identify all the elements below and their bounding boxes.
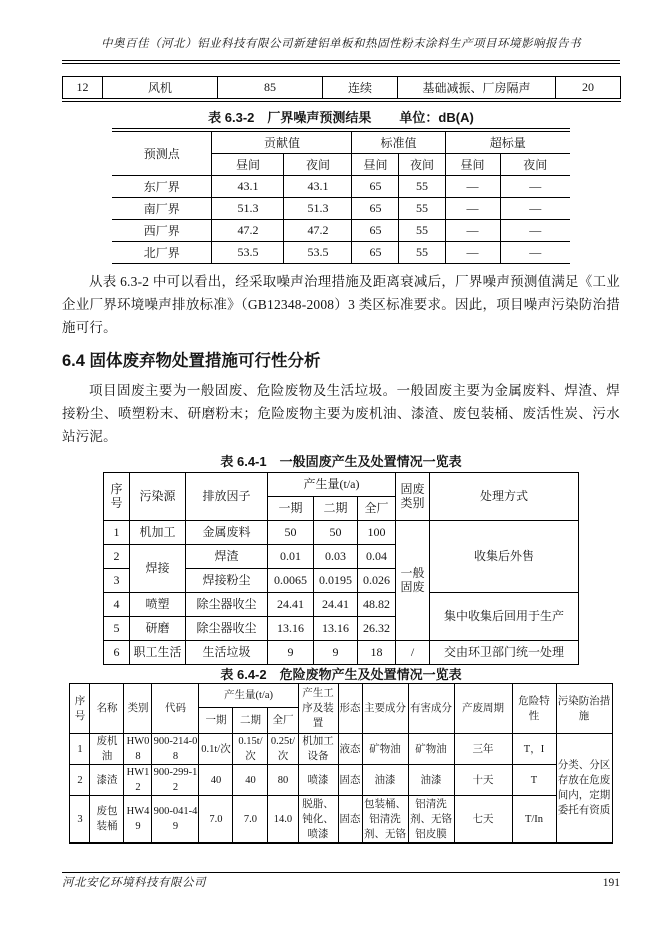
footer-company-name: 河北安亿环境科技有限公司 xyxy=(62,877,206,889)
table-cell: 40 xyxy=(233,765,268,796)
table-cell: 油漆 xyxy=(408,765,454,796)
hazardous-waste-table xyxy=(69,683,612,844)
table-cell: 43.1 xyxy=(212,176,284,198)
table-cell: 生活垃圾 xyxy=(185,641,267,665)
table-cell: 80 xyxy=(268,765,298,796)
table-row xyxy=(112,242,570,264)
table-row xyxy=(70,796,612,844)
table-cell: — xyxy=(445,220,500,242)
table-cell: 0.03 xyxy=(313,545,357,569)
table-row xyxy=(112,176,570,198)
table-cell: 2 xyxy=(103,545,129,569)
table-cell: 南厂界 xyxy=(112,198,212,220)
header-cell: 污染源 xyxy=(129,473,185,521)
noise-source-table-fragment xyxy=(62,76,621,102)
table-cell: 9 xyxy=(267,641,313,665)
table-cell: 除尘器收尘 xyxy=(185,593,267,617)
header-cell: 产生量(t/a) xyxy=(199,684,298,708)
table-cell: 50 xyxy=(313,521,357,545)
table-cell: 20 xyxy=(556,77,621,101)
table-cell: 5 xyxy=(103,617,129,641)
header-cell: 危险特性 xyxy=(512,684,556,734)
table-cell: 包装桶、铝清洗剂、无铬 xyxy=(362,796,408,844)
table-cell: 2 xyxy=(70,765,90,796)
table-cell-merged-category: 一般固废 xyxy=(396,521,430,641)
table-cell: 1 xyxy=(103,521,129,545)
table-cell: T/In xyxy=(512,796,556,844)
header-cell: 处理方式 xyxy=(430,473,579,521)
header-cell: 夜间 xyxy=(284,154,352,176)
header-cell: 代码 xyxy=(152,684,199,734)
table-cell-merged-measures: 分类、分区存放在危废间内，定期委托有资质 xyxy=(556,734,612,844)
table-header-row xyxy=(70,684,612,708)
table-cell: HW12 xyxy=(124,765,152,796)
header-cell: 产生工序及装置 xyxy=(298,684,338,734)
table-cell: 机加工 xyxy=(129,521,185,545)
table-cell: 51.3 xyxy=(212,198,284,220)
table-cell: 矿物油 xyxy=(408,734,454,765)
table-cell: — xyxy=(500,242,570,264)
table-cell: 26.32 xyxy=(357,617,395,641)
table-cell: 铝清洗剂、无铬铝皮膜 xyxy=(408,796,454,844)
table-cell: 固态 xyxy=(338,796,362,844)
table-cell: 基础减振、厂房隔声 xyxy=(398,77,556,101)
table-cell: 14.0 xyxy=(268,796,298,844)
header-cell: 一期 xyxy=(199,708,233,734)
table-cell: 7.0 xyxy=(233,796,268,844)
header-cell: 标准值 xyxy=(352,130,445,154)
table-cell: 焊渣 xyxy=(185,545,267,569)
table-cell: 13.16 xyxy=(313,617,357,641)
table-cell: 废机油 xyxy=(90,734,124,765)
table-cell: 油漆 xyxy=(362,765,408,796)
table-cell-merged-disposal: 收集后外售 xyxy=(430,521,579,593)
page-content xyxy=(62,0,620,844)
header-cell: 超标量 xyxy=(445,130,570,154)
table-cell: 连续 xyxy=(323,77,398,101)
table-header-row xyxy=(103,473,578,497)
table-cell: 研磨 xyxy=(129,617,185,641)
page-number: 191 xyxy=(602,877,620,889)
table-cell: 液态 xyxy=(338,734,362,765)
table-cell: 900-041-49 xyxy=(152,796,199,844)
table-cell: 焊接粉尘 xyxy=(185,569,267,593)
table-cell: 漆渣 xyxy=(90,765,124,796)
table-row xyxy=(103,593,578,617)
table-row xyxy=(63,77,621,101)
solid-waste-intro-paragraph: 项目固废主要为一般固废、危险废物及生活垃圾。一般固废主要为金属废料、焊渣、焊接粉尘、喷塑粉末、研磨粉末；危险废物主要为废机油、漆渣、废包装桶、废活性炭、污水站污泥。 xyxy=(62,383,620,444)
table-row xyxy=(70,734,612,765)
header-cell: 排放因子 xyxy=(185,473,267,521)
table-cell: 55 xyxy=(399,220,445,242)
header-cell: 全厂 xyxy=(268,708,298,734)
table-cell: 6 xyxy=(103,641,129,665)
table-cell: — xyxy=(500,220,570,242)
table-cell: 50 xyxy=(267,521,313,545)
table-cell: 65 xyxy=(352,198,399,220)
header-cell: 序号 xyxy=(103,473,129,521)
table-cell: 0.0065 xyxy=(267,569,313,593)
table-cell: 0.026 xyxy=(357,569,395,593)
table-cell: 北厂界 xyxy=(112,242,212,264)
header-cell: 二期 xyxy=(233,708,268,734)
header-cell: 污染防治措施 xyxy=(556,684,612,734)
table-row xyxy=(70,765,612,796)
table-cell: 三年 xyxy=(454,734,512,765)
header-cell: 贡献值 xyxy=(212,130,352,154)
header-cell: 名称 xyxy=(90,684,124,734)
table-cell: 18 xyxy=(357,641,395,665)
table-cell: 喷塑 xyxy=(129,593,185,617)
header-cell: 预测点 xyxy=(112,130,212,176)
table-cell: 4 xyxy=(103,593,129,617)
table-cell: 废包装桶 xyxy=(90,796,124,844)
table-cell: T xyxy=(512,765,556,796)
table-cell: 51.3 xyxy=(284,198,352,220)
table-cell: 固态 xyxy=(338,765,362,796)
table-row xyxy=(112,220,570,242)
table-cell: 55 xyxy=(399,176,445,198)
table-cell: 7.0 xyxy=(199,796,233,844)
table-cell: / xyxy=(396,641,430,665)
table-cell: 脱脂、钝化、喷漆 xyxy=(298,796,338,844)
table-632-caption xyxy=(62,110,620,125)
header-cell: 全厂 xyxy=(357,497,395,521)
header-cell: 固废类别 xyxy=(396,473,430,521)
table-cell: 43.1 xyxy=(284,176,352,198)
document-header-title: 中奥百佳（河北）铝业科技有限公司新建铝单板和热固性粉末涂料生产项目环境影响报告书 xyxy=(101,38,581,50)
table-cell: — xyxy=(500,176,570,198)
table-642-caption: 表 6.4-2 危险废物产生及处置情况一览表 xyxy=(220,667,462,682)
table-cell: 西厂界 xyxy=(112,220,212,242)
noise-prediction-table xyxy=(112,128,570,264)
table-row xyxy=(103,641,578,665)
table-cell: 机加工设备 xyxy=(298,734,338,765)
table-cell: 七天 xyxy=(454,796,512,844)
table-cell: HW08 xyxy=(124,734,152,765)
table-cell: 喷漆 xyxy=(298,765,338,796)
table-cell: T，I xyxy=(512,734,556,765)
header-cell: 产生量(t/a) xyxy=(267,473,395,497)
header-cell: 一期 xyxy=(267,497,313,521)
header-cell: 二期 xyxy=(313,497,357,521)
header-cell: 类别 xyxy=(124,684,152,734)
noise-conclusion-paragraph: 从表 6.3-2 中可以看出，经采取噪声治理措施及距离衰减后，厂界噪声预测值满足《工业企业厂界环境噪声排放标准》（GB12348-2008）3 类区标准要求。因此，项目噪声污染防治措施可行。 xyxy=(62,274,620,335)
table-cell: 65 xyxy=(352,176,399,198)
header-cell: 夜间 xyxy=(500,154,570,176)
table-cell: 除尘器收尘 xyxy=(185,617,267,641)
table-cell: 1 xyxy=(70,734,90,765)
table-cell: 风机 xyxy=(103,77,218,101)
table-cell: 53.5 xyxy=(284,242,352,264)
table-row xyxy=(103,521,578,545)
table-cell: 交由环卫部门统一处理 xyxy=(430,641,579,665)
table-cell: 55 xyxy=(399,242,445,264)
table-cell: 900-299-12 xyxy=(152,765,199,796)
table-cell: 40 xyxy=(199,765,233,796)
table-cell: 3 xyxy=(103,569,129,593)
table-cell: 65 xyxy=(352,220,399,242)
header-cell: 产废周期 xyxy=(454,684,512,734)
table-cell: 0.1t/次 xyxy=(199,734,233,765)
header-cell: 形态 xyxy=(338,684,362,734)
table-cell: 53.5 xyxy=(212,242,284,264)
table-cell: 0.0195 xyxy=(313,569,357,593)
table-cell: 55 xyxy=(399,198,445,220)
table-row xyxy=(112,198,570,220)
table-cell: 0.01 xyxy=(267,545,313,569)
table-cell: 47.2 xyxy=(284,220,352,242)
section-heading-6-4: 6.4 固体废弃物处置措施可行性分析 xyxy=(62,352,321,370)
header-cell: 主要成分 xyxy=(362,684,408,734)
table-cell-merged-disposal: 集中收集后回用于生产 xyxy=(430,593,579,641)
header-cell: 夜间 xyxy=(399,154,445,176)
table-cell: 职工生活 xyxy=(129,641,185,665)
table-632-unit-label: 单位：dB(A) xyxy=(399,110,474,125)
table-cell: 900-214-08 xyxy=(152,734,199,765)
table-cell: 东厂界 xyxy=(112,176,212,198)
table-cell: 24.41 xyxy=(267,593,313,617)
table-cell: 13.16 xyxy=(267,617,313,641)
table-cell: 0.15t/次 xyxy=(233,734,268,765)
table-header-row xyxy=(112,130,570,154)
table-cell: — xyxy=(445,176,500,198)
table-cell: 48.82 xyxy=(357,593,395,617)
table-cell: — xyxy=(445,198,500,220)
header-rule xyxy=(62,60,620,64)
table-cell: 0.04 xyxy=(357,545,395,569)
header-cell: 昼间 xyxy=(352,154,399,176)
table-cell: 47.2 xyxy=(212,220,284,242)
table-cell: — xyxy=(445,242,500,264)
table-cell: 3 xyxy=(70,796,90,844)
table-cell: 12 xyxy=(63,77,103,101)
table-cell: 100 xyxy=(357,521,395,545)
header-cell: 昼间 xyxy=(445,154,500,176)
table-cell: 9 xyxy=(313,641,357,665)
general-solid-waste-table xyxy=(103,472,579,665)
header-cell: 序号 xyxy=(70,684,90,734)
table-cell: HW49 xyxy=(124,796,152,844)
table-cell: — xyxy=(500,198,570,220)
table-cell: 十天 xyxy=(454,765,512,796)
table-cell: 24.41 xyxy=(313,593,357,617)
table-cell: 0.25t/次 xyxy=(268,734,298,765)
table-cell: 65 xyxy=(352,242,399,264)
table-cell: 金属废料 xyxy=(185,521,267,545)
table-cell-merged-source: 焊接 xyxy=(129,545,185,593)
table-cell: 85 xyxy=(218,77,323,101)
table-641-caption: 表 6.4-1 一般固废产生及处置情况一览表 xyxy=(220,454,462,469)
table-632-caption-text: 表 6.3-2 厂界噪声预测结果 xyxy=(208,110,372,125)
header-cell: 有害成分 xyxy=(408,684,454,734)
header-cell: 昼间 xyxy=(212,154,284,176)
table-cell: 矿物油 xyxy=(362,734,408,765)
page-footer xyxy=(62,872,620,890)
